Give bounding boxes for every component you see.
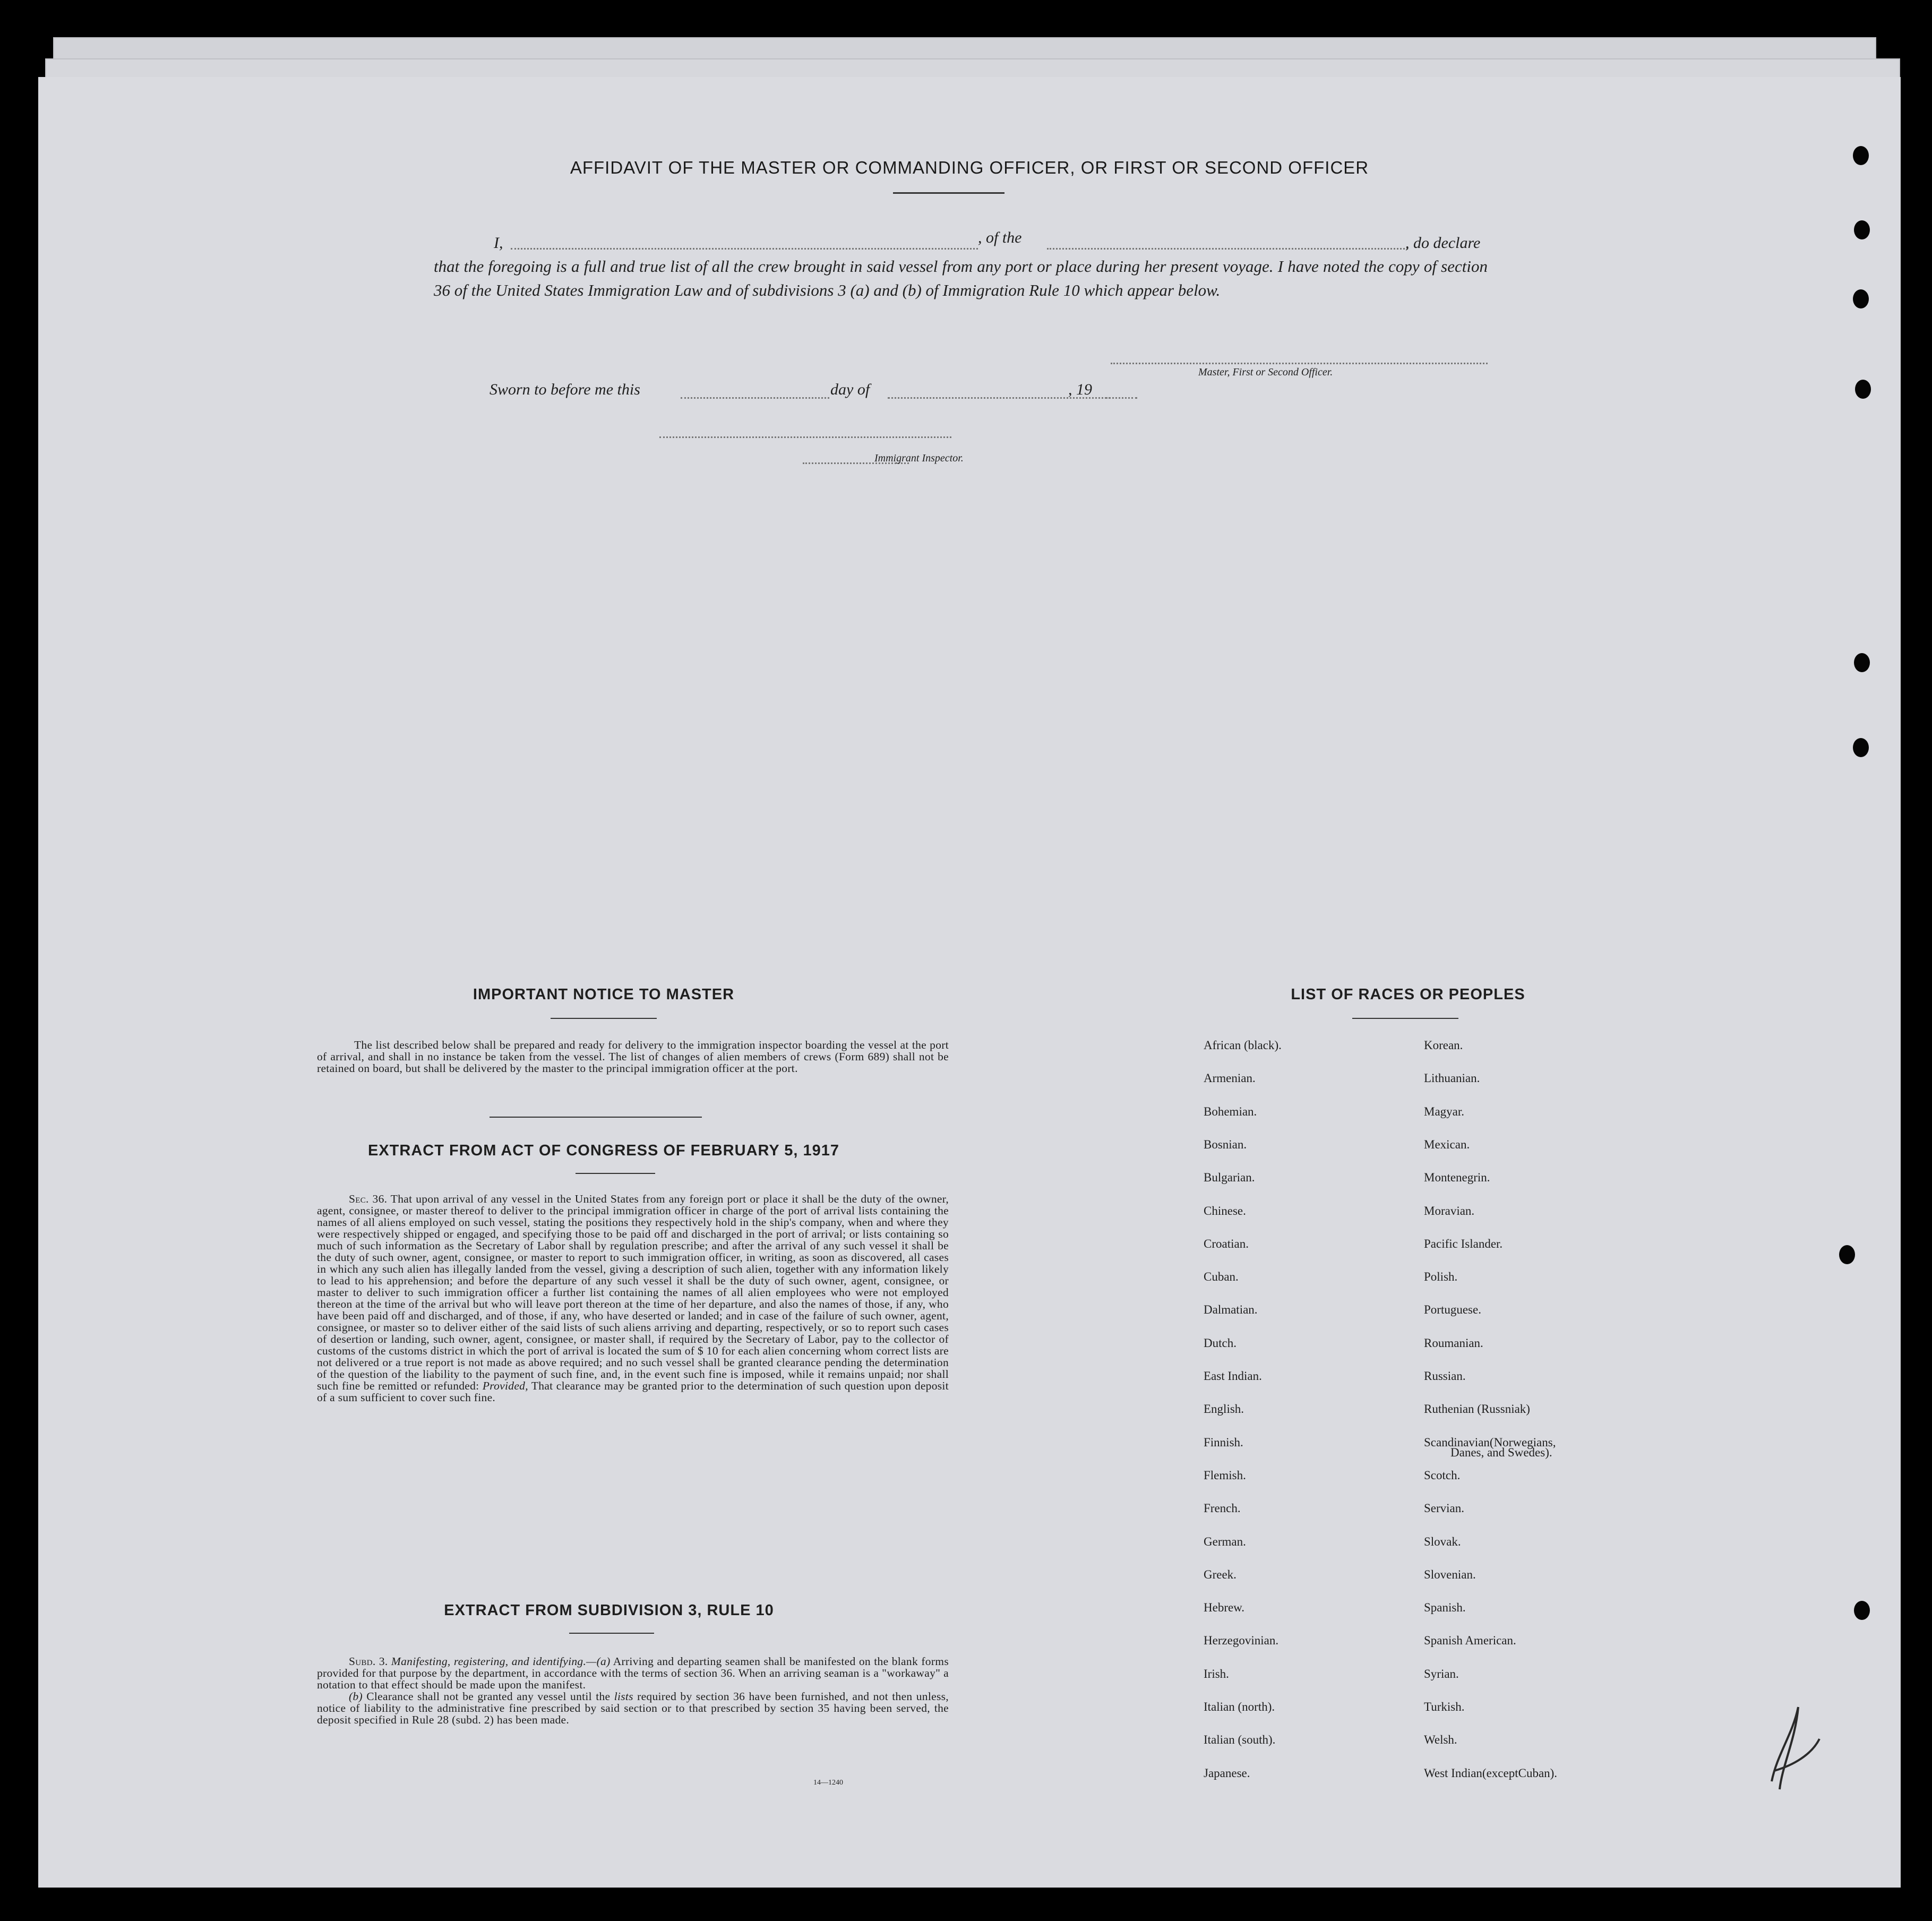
race-item-right: Spanish American. (1424, 1634, 1516, 1648)
race-item-left: Finnish. (1204, 1435, 1243, 1449)
race-item-left: Italian (south). (1204, 1733, 1276, 1747)
extract-rule-body (317, 1656, 949, 1726)
extract-rule-rule (569, 1633, 654, 1634)
year-prefix: , 19 (1068, 381, 1092, 398)
race-item-left: Italian (north). (1204, 1700, 1275, 1713)
inspector-signature-line[interactable] (659, 436, 951, 438)
race-item-left: Dutch. (1204, 1336, 1237, 1350)
sworn-before: Sworn to before me this (490, 381, 640, 398)
race-item-left: African (black). (1204, 1039, 1282, 1052)
name-blank[interactable] (511, 248, 978, 250)
race-item-right: Pacific Islander. (1424, 1237, 1503, 1250)
race-item-right: Portuguese. (1424, 1303, 1481, 1317)
race-item-right: Lithuanian. (1424, 1071, 1480, 1085)
race-item-right: Mexican. (1424, 1137, 1470, 1151)
sworn-year-blank[interactable] (1105, 397, 1137, 399)
subd-heading: Manifesting, registering, and identifying.—(a) (391, 1655, 611, 1668)
race-item-left: East Indian. (1204, 1369, 1262, 1383)
races-title-rule (1352, 1018, 1458, 1019)
para-b-2: required by section 36 have been furnished, and not then unless, notice of liability to the administrative fine prescribed by said section or to that prescribed by section 35 having been served, the deposit specified in Rule 28 (subd. 2) has been made. (317, 1690, 949, 1726)
handwritten-mark (1761, 1675, 1835, 1797)
races-left-column (1204, 1039, 1395, 1867)
race-item-left: Japanese. (1204, 1766, 1250, 1780)
affidavit-body: that the foregoing is a full and true list of all the crew brought in said vessel from any port or place during her present voyage. I have noted the copy of section 36 of the United States Immigration Law and of subdivisions 3 (a) and (b) of Immigration Rule 10 which appear below. (434, 257, 1488, 299)
race-item-right: Montenegrin. (1424, 1171, 1490, 1185)
binder-hole (1855, 380, 1871, 399)
race-item-right: West Indian(exceptCuban). (1424, 1766, 1558, 1780)
scandinavian-continuation: Danes, and Swedes). (1450, 1446, 1552, 1459)
race-item-left: Cuban. (1204, 1270, 1239, 1284)
master-signature-line[interactable] (1111, 363, 1488, 364)
race-item-left: Dalmatian. (1204, 1303, 1258, 1317)
para-b-lists: lists (614, 1690, 633, 1703)
race-item-left: English. (1204, 1402, 1244, 1416)
binder-hole (1853, 289, 1869, 308)
races-right-continuation (1450, 1446, 1552, 1460)
binder-hole (1854, 653, 1870, 672)
binder-hole (1853, 146, 1869, 165)
extract-act-body (317, 1193, 949, 1403)
binder-hole (1854, 1601, 1870, 1620)
document-page (38, 77, 1901, 1888)
race-item-right: Spanish. (1424, 1601, 1466, 1615)
race-item-left: Bohemian. (1204, 1104, 1257, 1118)
master-caption: Master, First or Second Officer. (1198, 366, 1333, 378)
race-item-right: Russian. (1424, 1369, 1466, 1383)
affidavit-of-the: , of the (978, 229, 1022, 246)
race-item-left: Bulgarian. (1204, 1171, 1255, 1185)
race-item-right: Welsh. (1424, 1733, 1457, 1747)
race-item-right: Polish. (1424, 1270, 1458, 1284)
affidavit-do-declare: , do declare (1405, 234, 1481, 252)
extract-act-title: EXTRACT FROM ACT OF CONGRESS OF FEBRUARY 5, 1917 (367, 1142, 840, 1159)
extract-rule-title: EXTRACT FROM SUBDIVISION 3, RULE 10 (444, 1602, 774, 1619)
notice-text: The list described below shall be prepared and ready for delivery to the immigration inspector boarding the vessel at the port of arrival, and shall in no instance be taken from the vessel. The list of changes of alien members of crews (Form 689) shall not be retained on board, but shall be delivered by the master to the principal immigration officer at the port. (317, 1039, 949, 1075)
race-item-left: Flemish. (1204, 1468, 1246, 1482)
race-item-right: Magyar. (1424, 1104, 1465, 1118)
race-item-right: Servian. (1424, 1502, 1465, 1515)
affidavit-i: I, (494, 234, 503, 252)
race-item-left: German. (1204, 1534, 1246, 1548)
race-item-left: Irish. (1204, 1667, 1229, 1680)
binder-hole (1853, 738, 1869, 757)
sec-36-end: That clearance may be granted prior to the determination of such question upon deposit of a sum sufficient to cover such fine. (317, 1379, 949, 1404)
race-item-right: Slovenian. (1424, 1567, 1476, 1581)
affidavit-title: AFFIDAVIT OF THE MASTER OR COMMANDING OFFICER, OR FIRST OR SECOND OFFICER (570, 158, 1369, 177)
race-item-right: Moravian. (1424, 1204, 1475, 1217)
race-item-right: Syrian. (1424, 1667, 1459, 1680)
inspector-caption: Immigrant Inspector. (874, 452, 964, 464)
race-item-right: Turkish. (1424, 1700, 1465, 1713)
notice-title: IMPORTANT NOTICE TO MASTER (473, 986, 735, 1003)
sec-label: Sec. 36. (349, 1193, 388, 1205)
para-b-label: (b) (349, 1690, 363, 1703)
para-a: Arriving and departing seamen shall be manifested on the blank forms provided for that purpose by the department, in accordance with the terms of section 36. When an arriving seaman is a "workaway" a notation to that effect should be made upon the manifest. (317, 1655, 949, 1691)
binder-hole (1854, 220, 1870, 239)
notice-title-rule (551, 1018, 657, 1019)
provided-word: Provided, (482, 1379, 528, 1392)
races-title: LIST OF RACES OR PEOPLES (1291, 986, 1525, 1003)
race-item-left: Chinese. (1204, 1204, 1246, 1217)
race-item-right: Scandinavian(Norwegians, (1424, 1435, 1556, 1449)
race-item-left: Bosnian. (1204, 1137, 1247, 1151)
race-item-left: Armenian. (1204, 1071, 1256, 1085)
form-number: 14—1240 (813, 1779, 843, 1787)
binder-hole (1839, 1245, 1855, 1264)
race-item-left: Herzegovinian. (1204, 1634, 1279, 1648)
race-item-right: Scotch. (1424, 1468, 1461, 1482)
extract-act-rule (576, 1173, 655, 1174)
race-item-left: Croatian. (1204, 1237, 1249, 1250)
sec-36-text: That upon arrival of any vessel in the United States from any foreign port or place it shall be the duty of the owner, agent, consignee, or master thereof to deliver to the principal immigration officer in charge of the port of arrival lists containing the names of all aliens employed on such vessel, stating the positions they respectively hold in the ship's company, when and where they were respectively shipped or engaged, and specifying those to be paid off and discharged in the port of arrival; or lists containing so much of such information as the Secretary of Labor shall by regulation prescribe; and after the arrival of any such vessel it shall be the duty of such owner, agent, consignee, or master to report to such immigration officer, in writing, as soon as discovered, all cases in which any such alien has illegally landed from the vessel, giving a description of such alien, together with any information likely to lead to his apprehension; and before the departure of any such vessel it shall be the duty of such owner, agent, consignee, or master to deliver to such immigration officer a further list containing the names of all alien employees who were not employed thereon at the time of the arrival but who will leave port thereon at the time of her departure, and also the names of those, if any, who have been paid off and discharged, and of those, if any, who have deserted or landed; and in case of the failure of such owner, agent, consignee, or master so to deliver either of the said lists of such aliens arriving and departing, respectively, or so to report such cases of desertion or landing, such owner, agent, consignee, or master shall, if required by the Secretary of Labor, pay to the collector of customs of the customs district in which the port of arrival is located the sum of $ 10 for each alien concerning whom correct lists are not delivered or a true report is not made as above required; and no such vessel shall be granted clearance pending the determination of the question of the liability to the payment of such fine, and, in the event such fine is imposed, while it remains unpaid; nor shall such fine be remitted or refunded: (317, 1193, 949, 1392)
notice-body (317, 1039, 949, 1074)
race-item-right: Roumanian. (1424, 1336, 1483, 1350)
notice-divider (490, 1117, 702, 1118)
vessel-blank[interactable] (1047, 248, 1408, 250)
race-item-right: Ruthenian (Russniak) (1424, 1402, 1530, 1416)
subd-label: Subd. 3. (349, 1655, 388, 1668)
affidavit-title-rule (893, 192, 1004, 194)
sworn-day-blank[interactable] (681, 397, 829, 399)
para-b-1: Clearance shall not be granted any vessel until the (366, 1690, 611, 1703)
race-item-left: Greek. (1204, 1567, 1237, 1581)
race-item-left: French. (1204, 1502, 1241, 1515)
race-item-right: Slovak. (1424, 1534, 1461, 1548)
day-of: day of (830, 381, 870, 398)
race-item-left: Hebrew. (1204, 1601, 1245, 1615)
race-item-right: Korean. (1424, 1039, 1463, 1052)
